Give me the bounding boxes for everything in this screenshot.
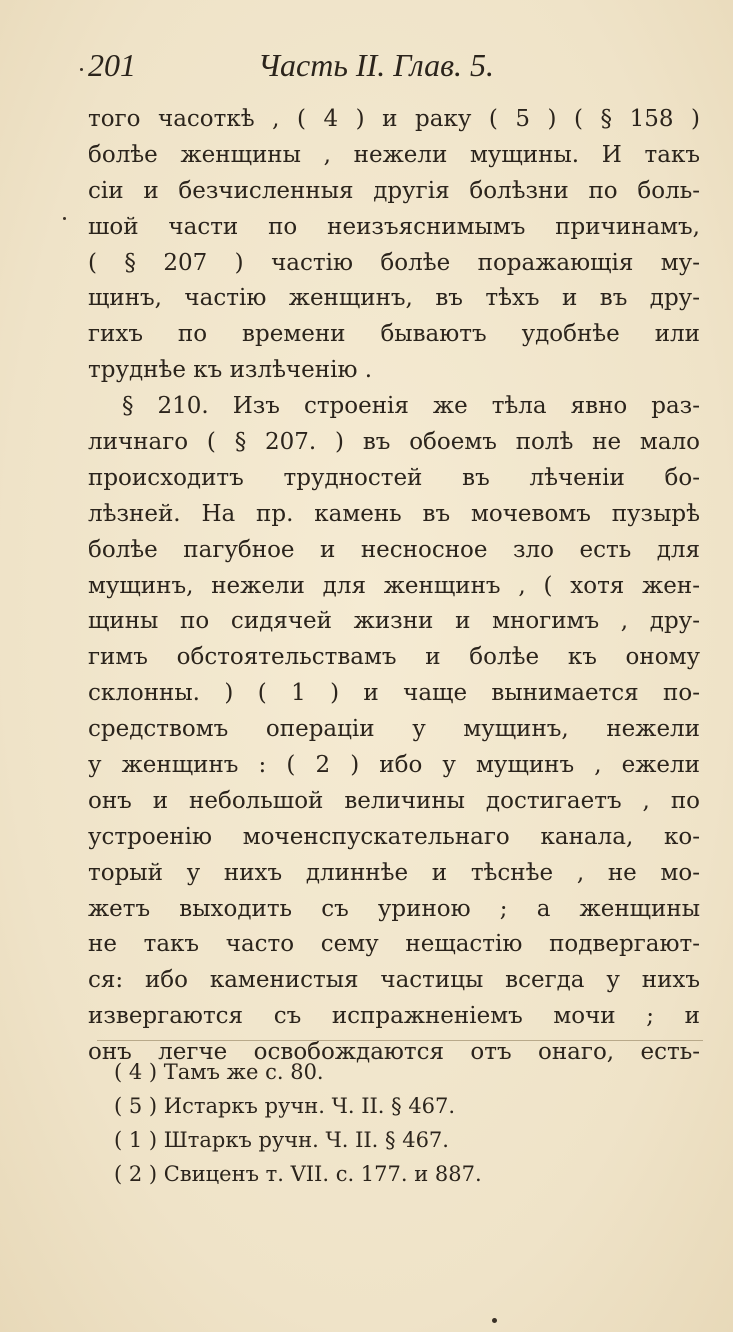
footnote-divider [97,1040,703,1041]
text-line: торый у нихъ длиннѣе и тѣснѣе , не мо- [88,859,700,886]
section-heading-line: § 210. Изъ строенія же тѣла явно раз- [122,393,700,420]
text-line: онъ и небольшой величины достигаетъ , по [88,787,700,814]
footnote: ( 1 ) Штаркъ ручн. Ч. II. § 467. [114,1128,449,1152]
footnote: ( 4 ) Тамъ же с. 80. [114,1060,324,1084]
text-line: гимъ обстоятельствамъ и болѣе къ оному [88,644,700,671]
running-head [86,40,686,90]
text-line: мущинъ, нежели для женщинъ , ( хотя жен- [88,572,700,599]
text-line: болѣе женщины , нежели мущины. И такъ [88,141,700,168]
footnote: ( 5 ) Истаркъ ручн. Ч. II. § 467. [114,1094,456,1118]
text-line: щины по сидячей жизни и многимъ , дру- [88,608,700,635]
text-line: извергаются съ испражненіемъ мочи ; и [88,1003,700,1030]
text-line: средствомъ операціи у мущинъ, нежели [88,716,700,743]
ink-speck [80,68,83,71]
text-line: происходитъ трудностей въ лѣченіи бо- [88,464,700,491]
running-title: Часть II. Глав. 5. [258,47,494,83]
text-line: сіи и безчисленныя другія болѣзни по боль- [88,177,700,204]
text-line: не такъ часто сему нещастію подвергают- [88,931,700,958]
text-line: устроенію моченспускательнаго канала, ко- [88,823,700,850]
text-line: у женщинъ : ( 2 ) ибо у мущинъ , ежели [88,752,700,779]
text-line: того часоткѣ , ( 4 ) и раку ( 5 ) ( § 158 ) [88,106,700,132]
text-line: склонны. ) ( 1 ) и чаще вынимается по- [88,680,700,707]
text-line: личнаго ( § 207. ) въ обоемъ полѣ не мало [88,429,700,456]
text-line: гихъ по времени бываютъ удобнѣе или [88,321,700,348]
text-line: болѣе пагубное и несносное зло есть для [88,536,700,563]
text-line: жетъ выходить съ уриною ; а женщины [88,895,700,922]
ink-speck [63,217,66,220]
text-line: ся: ибо каменистыя частицы всегда у нихъ [88,967,700,994]
text-line: труднѣе къ излѣченію . [88,357,373,384]
ink-speck [492,1318,497,1323]
text-line: ( § 207 ) частію болѣе поражающія му- [88,249,700,276]
text-line: онъ легче освобождаются отъ онаго, есть- [88,1039,700,1066]
body-text [88,102,700,1071]
footnote: ( 2 ) Свиценъ т. VII. с. 177. и 887. [114,1162,482,1186]
page-number: 201 [88,47,136,83]
footnotes [114,1055,674,1191]
text-line: лѣзней. На пр. камень въ мочевомъ пузырѣ [88,500,700,527]
text-line: шой части по неизъяснимымъ причинамъ, [88,213,700,240]
text-line: щинъ, частію женщинъ, въ тѣхъ и въ дру- [88,285,700,312]
